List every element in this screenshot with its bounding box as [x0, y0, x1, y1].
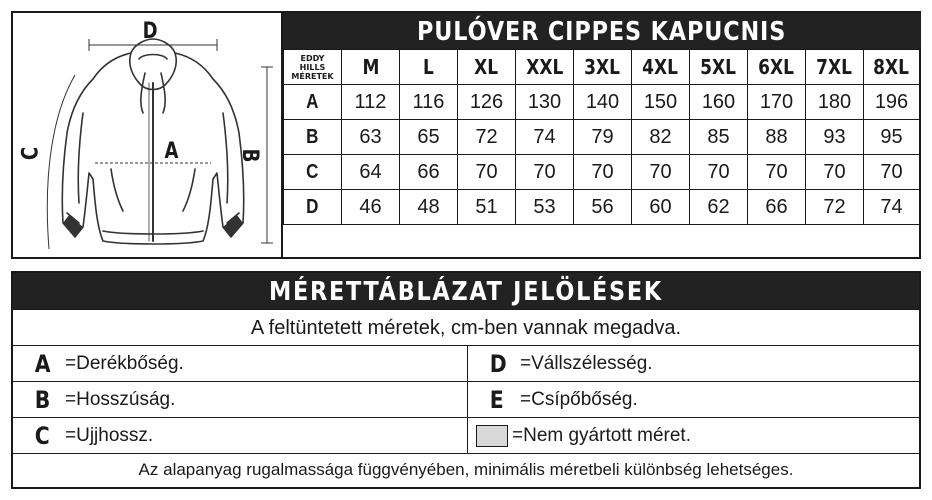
- size-header-row: [284, 50, 920, 85]
- size-header: 4XL: [632, 50, 690, 85]
- table-cell: 74: [864, 190, 920, 225]
- table-cell: 53: [516, 190, 574, 225]
- table-cell: 48: [400, 190, 458, 225]
- table-cell: 116: [400, 85, 458, 120]
- table-cell: 112: [342, 85, 400, 120]
- size-table-section: [281, 13, 921, 257]
- table-cell: 70: [516, 155, 574, 190]
- table-cell: 66: [400, 155, 458, 190]
- table-cell: 70: [574, 155, 632, 190]
- product-title: PULÓVER CIPPES KAPUCNIS: [417, 17, 787, 47]
- table-cell: 65: [400, 120, 458, 155]
- label-c: C: [18, 146, 44, 161]
- table-cell: 160: [690, 85, 748, 120]
- label-a: A: [164, 139, 179, 164]
- legend-row: [13, 417, 919, 453]
- table-cell: 72: [806, 190, 864, 225]
- table-cell: 140: [574, 85, 632, 120]
- table-cell: 70: [458, 155, 516, 190]
- size-header: 6XL: [748, 50, 806, 85]
- hoodie-drawing: [13, 13, 281, 257]
- size-header: M: [342, 50, 400, 85]
- disclaimer: Az alapanyag rugalmassága függvényében, minimális méretbeli különbség lehetséges.: [13, 453, 919, 487]
- table-cell: 79: [574, 120, 632, 155]
- table-cell: 72: [458, 120, 516, 155]
- legend-text: =Derékbőség.: [65, 352, 184, 374]
- table-row: [284, 85, 920, 120]
- table-cell: 85: [690, 120, 748, 155]
- table-cell: 60: [632, 190, 690, 225]
- not-produced-swatch: [476, 425, 508, 447]
- table-cell: 196: [864, 85, 920, 120]
- legend-letter: C: [34, 421, 50, 450]
- table-cell: 46: [342, 190, 400, 225]
- row-label: D: [284, 190, 342, 225]
- product-title-bar: [283, 13, 921, 49]
- size-table: [283, 49, 920, 225]
- label-d: D: [142, 19, 158, 44]
- table-cell: 170: [748, 85, 806, 120]
- size-header: 3XL: [574, 50, 632, 85]
- label-b: B: [236, 148, 262, 163]
- table-cell: 51: [458, 190, 516, 225]
- table-cell: 64: [342, 155, 400, 190]
- legend-letter: A: [34, 349, 51, 378]
- table-cell: 63: [342, 120, 400, 155]
- table-cell: 126: [458, 85, 516, 120]
- legend-text: =Vállszélesség.: [520, 352, 653, 374]
- legend-text: =Csípőbőség.: [520, 388, 638, 410]
- legend-item: [468, 382, 919, 417]
- table-cell: 66: [748, 190, 806, 225]
- legend-title: MÉRETTÁBLÁZAT JELÖLÉSEK: [269, 277, 663, 307]
- legend-text: =Ujjhossz.: [65, 424, 154, 446]
- table-cell: 62: [690, 190, 748, 225]
- table-cell: 150: [632, 85, 690, 120]
- size-header: XL: [458, 50, 516, 85]
- table-cell: 56: [574, 190, 632, 225]
- size-header: 7XL: [806, 50, 864, 85]
- row-label: B: [284, 120, 342, 155]
- table-cell: 70: [748, 155, 806, 190]
- legend-item: [468, 418, 919, 453]
- size-header: 5XL: [690, 50, 748, 85]
- table-cell: 93: [806, 120, 864, 155]
- legend-item: [13, 346, 468, 381]
- legend-letter: E: [489, 385, 504, 414]
- legend-text: =Nem gyártott méret.: [512, 424, 691, 446]
- legend-item: [468, 346, 919, 381]
- legend-panel: [11, 271, 921, 489]
- table-cell: 70: [632, 155, 690, 190]
- legend-row: [13, 381, 919, 417]
- legend-title-bar: [13, 273, 919, 309]
- table-cell: 88: [748, 120, 806, 155]
- size-header: 8XL: [864, 50, 920, 85]
- table-cell: 70: [864, 155, 920, 190]
- table-cell: 70: [806, 155, 864, 190]
- legend-row: [13, 345, 919, 381]
- table-cell: 95: [864, 120, 920, 155]
- brand-size-corner: EDDY HILLS MÉRETEK: [284, 50, 342, 85]
- table-cell: 130: [516, 85, 574, 120]
- legend-item: [13, 382, 468, 417]
- legend-letter: B: [34, 385, 51, 414]
- table-cell: 70: [690, 155, 748, 190]
- table-row: [284, 120, 920, 155]
- size-header: XXL: [516, 50, 574, 85]
- legend-text: =Hosszúság.: [65, 388, 176, 410]
- row-label: A: [284, 85, 342, 120]
- size-header: L: [400, 50, 458, 85]
- legend-letter: D: [489, 349, 507, 378]
- row-label: C: [284, 155, 342, 190]
- size-chart-panel: [11, 11, 921, 259]
- table-row: [284, 190, 920, 225]
- table-row: [284, 155, 920, 190]
- table-cell: 74: [516, 120, 574, 155]
- table-cell: 180: [806, 85, 864, 120]
- legend-item: [13, 418, 468, 453]
- hoodie-illustration: [13, 13, 281, 257]
- units-note: A feltüntetett méretek, cm-ben vannak megadva.: [13, 309, 919, 345]
- table-cell: 82: [632, 120, 690, 155]
